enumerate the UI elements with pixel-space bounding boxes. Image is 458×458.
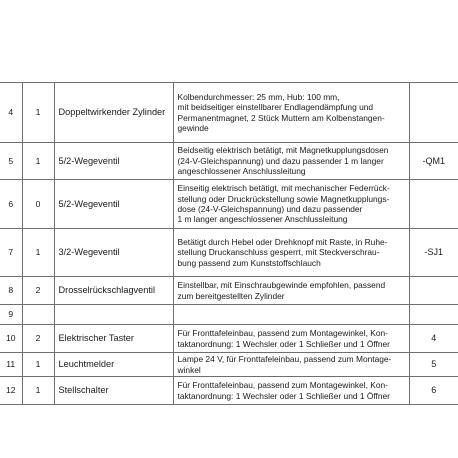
quantity-cell: 1 [22, 377, 54, 405]
table-row [0, 83, 458, 143]
description-line: bung passend zum Kunststoffschlauch [177, 257, 321, 268]
position-number-cell: 6 [0, 180, 22, 229]
description-line: Betätigt durch Hebel oder Drehknopf mit Raste, in Ruhe- [177, 236, 388, 247]
description-line: 1 m langer angeschlossener Anschlussleitung [177, 214, 348, 225]
description-line: stellung Druckanschluss gesperrt, mit Steckverschrau- [177, 247, 380, 258]
description-cell [173, 277, 409, 305]
component-name-cell: Stellschalter [54, 377, 173, 405]
table-row [0, 180, 458, 229]
table-row [0, 229, 458, 277]
table-row [0, 353, 458, 377]
equipment-tag-cell: -QM1 [409, 143, 458, 180]
description-line: Beidseitig elektrisch betätigt, mit Magnetkupplungsdosen [177, 145, 389, 156]
description-line: zum bereitgestellten Zylinder [177, 290, 285, 301]
equipment-tag-cell [409, 305, 458, 325]
description-line: Permanentmagnet, 2 Stück Muttern am Kolbenstangen- [177, 112, 385, 123]
table-row [0, 143, 458, 180]
description-cell [173, 377, 409, 405]
description-cell [173, 83, 409, 143]
component-name-cell: Leuchtmelder [54, 353, 173, 377]
component-name-cell: Elektrischer Taster [54, 325, 173, 353]
description-cell [173, 325, 409, 353]
component-name-cell: 3/2-Wegeventil [54, 229, 173, 277]
parts-table-body [0, 83, 458, 405]
equipment-tag-cell: 4 [409, 325, 458, 353]
component-name-cell [54, 305, 173, 325]
description-line: Einseitig elektrisch betätigt, mit mechanischer Federrück- [177, 183, 390, 194]
description-cell [173, 143, 409, 180]
description-line: angeschlossener Anschlussleitung [177, 166, 306, 177]
position-number-cell: 4 [0, 83, 22, 143]
position-number-cell: 12 [0, 377, 22, 405]
description-cell [173, 305, 409, 325]
description-line: stellung oder Druckrückstellung sowie Magnetkupplungs- [177, 193, 390, 204]
description-line: Einstellbar, mit Einschraubgewinde empfohlen, passend [177, 280, 386, 291]
quantity-cell [22, 305, 54, 325]
table-row [0, 305, 458, 325]
quantity-cell: 1 [22, 353, 54, 377]
quantity-cell: 1 [22, 143, 54, 180]
equipment-tag-cell [409, 180, 458, 229]
position-number-cell: 7 [0, 229, 22, 277]
description-line: Lampe 24 V, für Fronttafeleinbau, passend zum Montage- [177, 354, 392, 365]
component-name-cell: Doppeltwirkender Zylinder [54, 83, 173, 143]
equipment-tag-cell: 5 [409, 353, 458, 377]
table-row [0, 377, 458, 405]
description-cell [173, 180, 409, 229]
component-name-cell: Drosselrückschlagventil [54, 277, 173, 305]
position-number-cell: 10 [0, 325, 22, 353]
equipment-tag-cell: -SJ1 [409, 229, 458, 277]
quantity-cell: 2 [22, 325, 54, 353]
description-line: dose (24-V-Gleichspannung) und dazu passender [177, 204, 363, 214]
position-number-cell: 11 [0, 353, 22, 377]
table-row [0, 325, 458, 353]
equipment-tag-cell [409, 83, 458, 143]
position-number-cell: 8 [0, 277, 22, 305]
description-cell [173, 353, 409, 377]
description-line: mit beidseitiger einstellbarer Endlagendämpfung und [177, 102, 374, 113]
description-line: taktanordnung: 1 Wechsler oder 1 Schließer und 1 Öffner [177, 338, 390, 349]
description-line: Für Fronttafeleinbau, passend zum Montagewinkel, Kon- [177, 380, 388, 391]
description-line: taktanordnung: 1 Wechsler oder 1 Schließer und 1 Öffner [177, 390, 390, 401]
table-row [0, 277, 458, 305]
quantity-cell: 1 [22, 229, 54, 277]
description-line: Für Fronttafeleinbau, passend zum Montagewinkel, Kon- [177, 328, 388, 339]
description-line: winkel [177, 364, 201, 375]
description-line: gewinde [177, 122, 209, 133]
quantity-cell: 1 [22, 83, 54, 143]
component-name-cell: 5/2-Wegeventil [54, 143, 173, 180]
component-name-cell: 5/2-Wegeventil [54, 180, 173, 229]
parts-table [0, 82, 458, 405]
description-line: Kolbendurchmesser: 25 mm, Hub: 100 mm, [177, 91, 340, 102]
position-number-cell: 5 [0, 143, 22, 180]
equipment-tag-cell: 6 [409, 377, 458, 405]
description-cell [173, 229, 409, 277]
description-line: (24-V-Gleichspannung) und dazu passender 1 m langer [177, 155, 384, 166]
quantity-cell: 2 [22, 277, 54, 305]
equipment-tag-cell [409, 277, 458, 305]
position-number-cell: 9 [0, 305, 22, 325]
quantity-cell: 0 [22, 180, 54, 229]
